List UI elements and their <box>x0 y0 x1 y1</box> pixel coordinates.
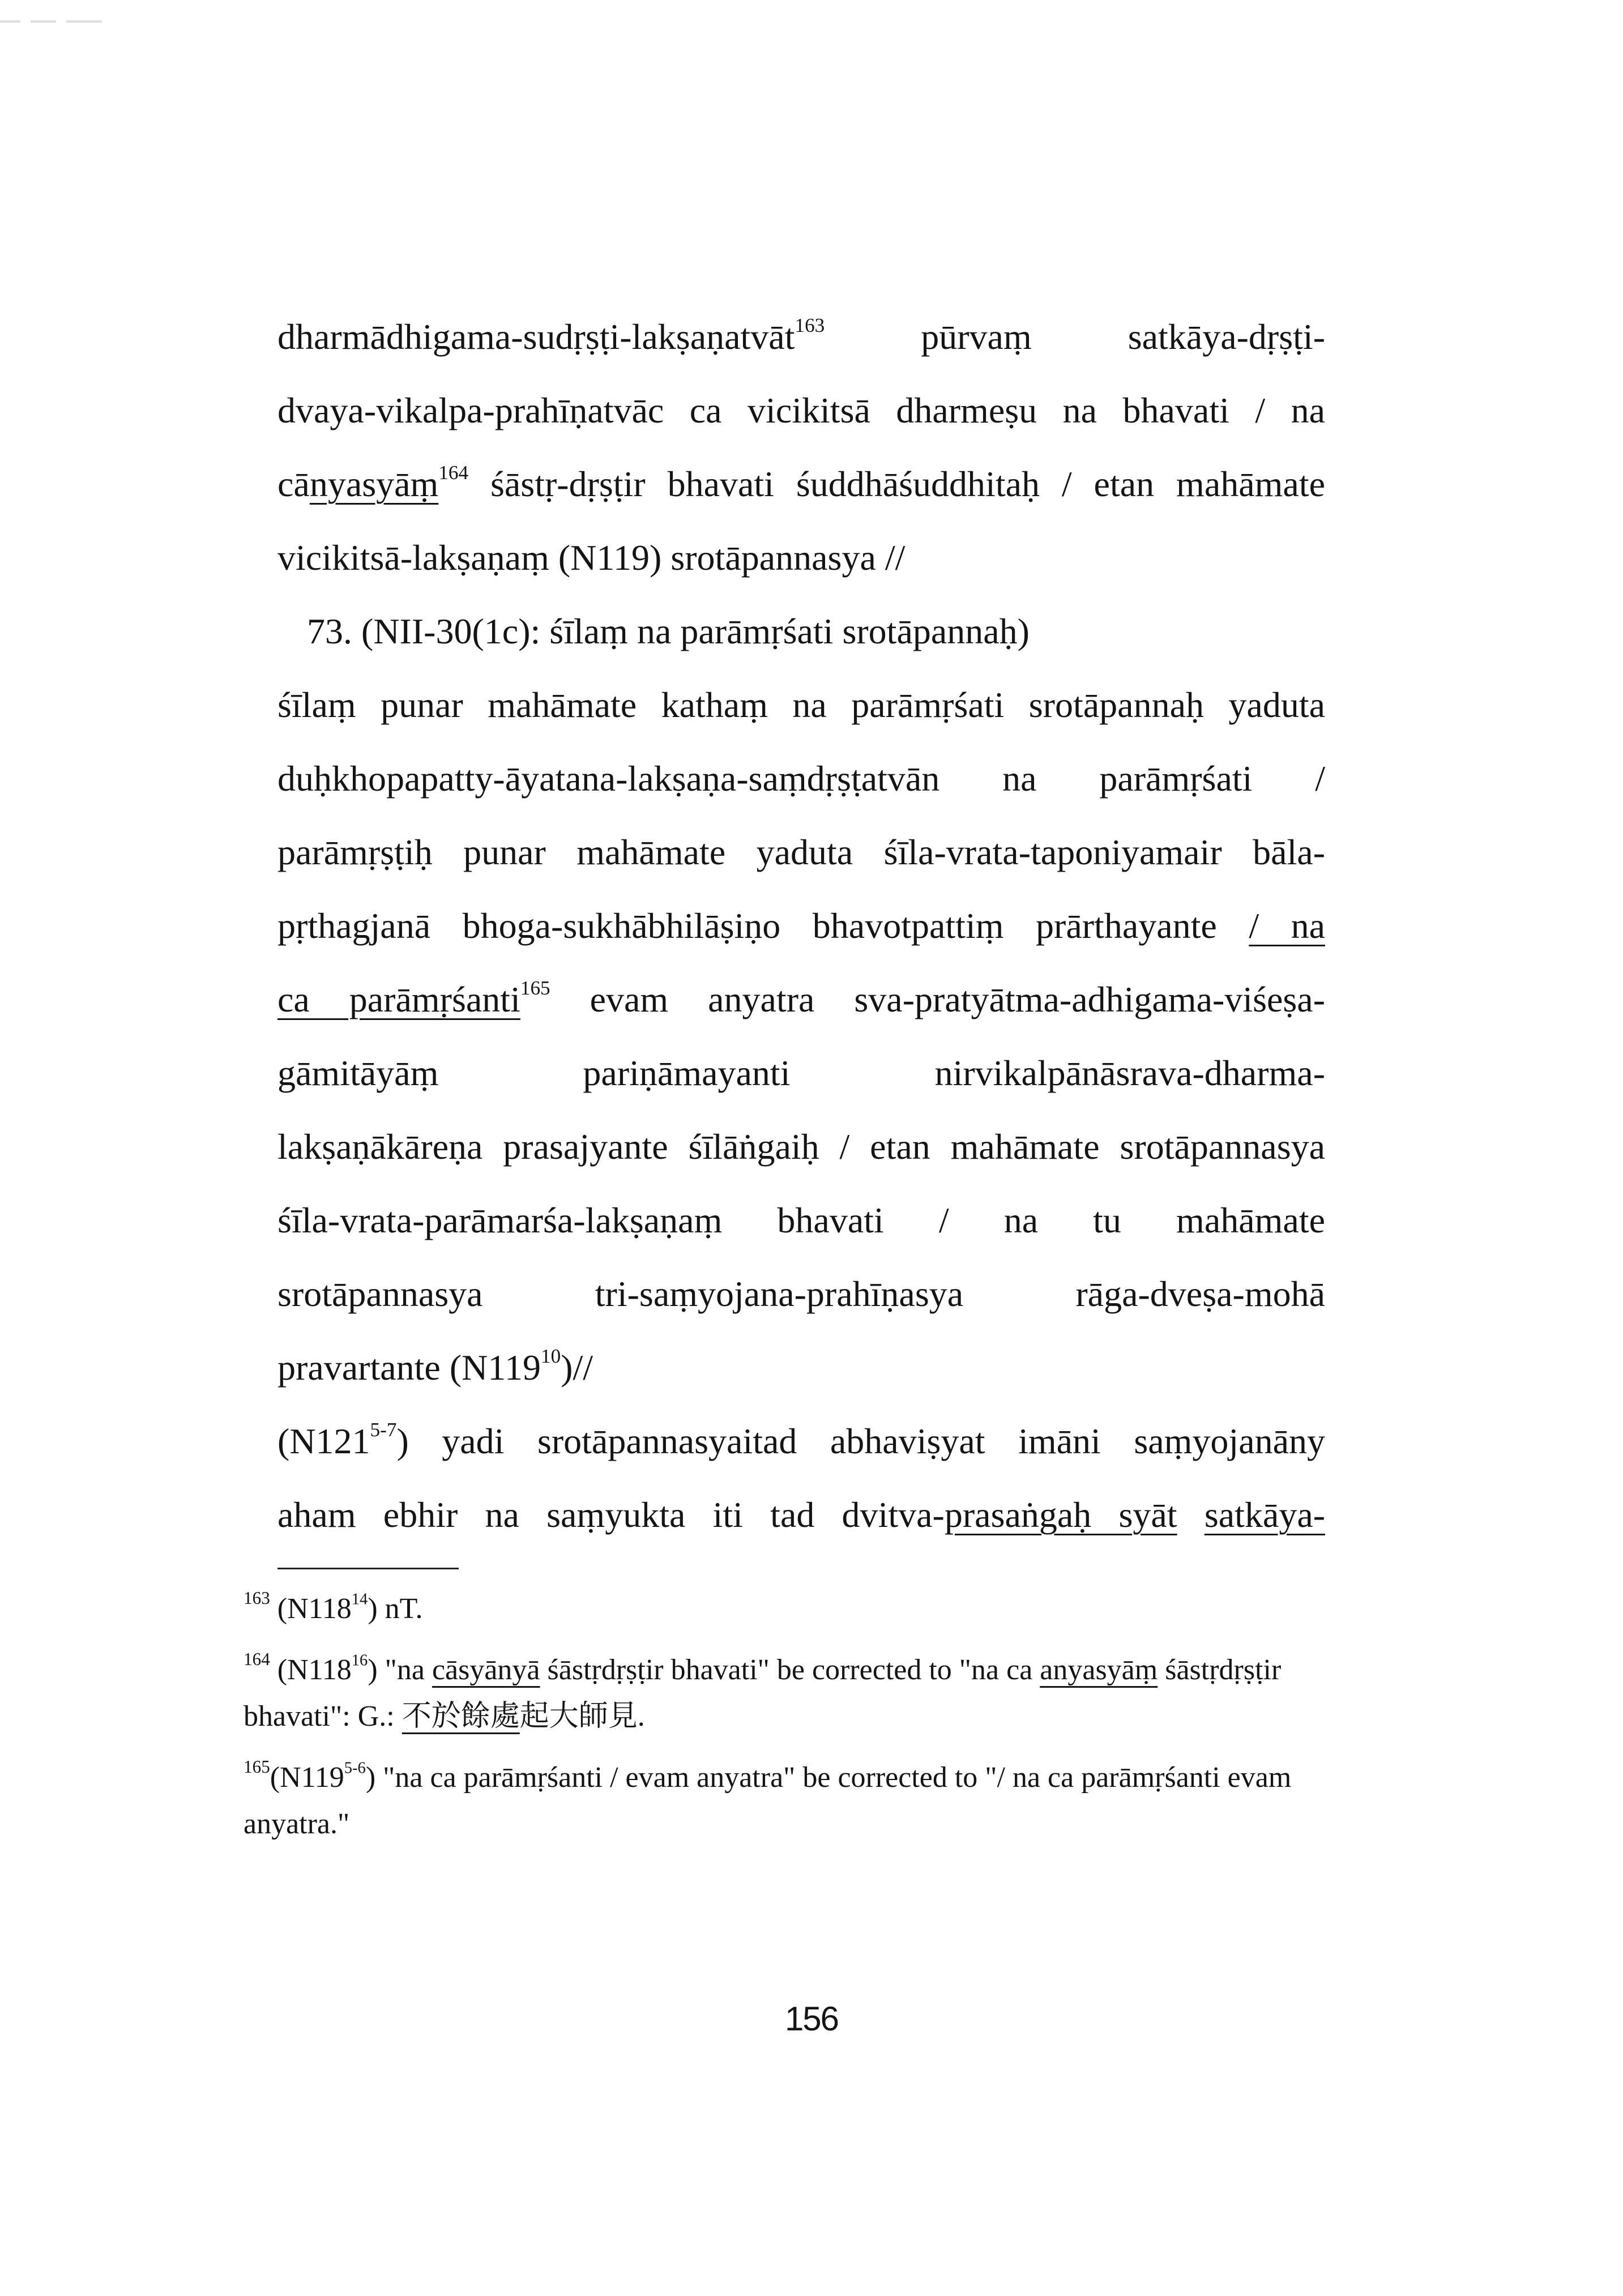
text-line: aham ebhir na saṃyukta iti tad dvitva-prasaṅgaḥ syāt satkāya- <box>277 1495 1326 1535</box>
text-line: duḥkhopapatty-āyatana-lakṣaṇa-saṃdṛṣṭatvān na parāmṛśati / <box>277 758 1325 799</box>
footnote-164: $^{164}$ $(N118^{16})$ "na cāsyānyā śāstṛdṛṣṭir bhavati" be corrected to "na ca anyasyāṃ śāstṛdṛṣṭir bhavati": G.: 不於餘處起大師見. <box>244 1649 1282 1732</box>
text-line: (N121$^{5-7}$) yadi srotāpannasyaitad abhaviṣyat imāni saṃyojanāny <box>277 1419 1325 1461</box>
text-line: vicikitsā-lakṣaṇaṃ (N119) srotāpannasya // <box>277 537 906 578</box>
text-line: śīla-vrata-parāmarśa-lakṣaṇaṃ bhavati / na tu mahāmate <box>277 1200 1325 1240</box>
main-text <box>277 306 1325 1557</box>
text-line: śīlaṃ punar mahāmate kathaṃ na parāmṛśati srotāpannaḥ yaduta <box>277 685 1325 725</box>
text-line: dvaya-vikalpa-prahīṇatvāc ca vicikitsā dharmeṣu na bhavati / na <box>277 390 1325 430</box>
footnote-ref: 165 <box>520 977 550 1000</box>
text-line: ca parāmṛśanti$^{165}$ evam anyatra sva-pratyātma-adhigama-viśeṣa- <box>277 977 1326 1019</box>
text-line: lakṣaṇākāreṇa prasajyante śīlāṅgaiḥ / etan mahāmate srotāpannasya <box>277 1126 1325 1167</box>
text-line: srotāpannasya tri-saṃyojana-prahīṇasya rāga-dveṣa-mohā <box>277 1274 1325 1314</box>
underlined-text: prasaṅgaḥ syāt <box>944 1495 1177 1535</box>
underlined-text: / na <box>1249 906 1325 946</box>
section-heading: 73. (NII-30(1c): śīlaṃ na parāmṛśati srotāpannaḥ) <box>307 611 1030 651</box>
footnote-163: $^{163}$ $(N118^{14})$ nT. <box>244 1588 423 1625</box>
scan-artifact <box>0 20 102 23</box>
text-line: parāmṛṣṭiḥ punar mahāmate yaduta śīla-vrata-taponiyamair bāla- <box>277 832 1325 872</box>
text-line: pravartante $(N119^{10})//$ <box>277 1345 593 1388</box>
underlined-text: anyasyāṃ <box>1040 1654 1158 1686</box>
text-line: gāmitāyāṃ pariṇāmayanti nirvikalpānāsrava-dharma- <box>277 1053 1325 1093</box>
underlined-text: satkāya- <box>1204 1495 1326 1535</box>
footnote-165: $^{165}$(N119$^{5-6}$) "na ca parāmṛśanti / evam anyatra" be corrected to "/ na ca parāmṛśanti evam anyatra." <box>244 1757 1292 1840</box>
footnote-separator <box>277 1568 459 1569</box>
underlined-text: ca parāmṛśanti <box>277 979 520 1019</box>
underlined-text: cāsyānyā <box>432 1654 540 1686</box>
footnote-ref: 164 <box>438 462 469 484</box>
text-line: pṛthagjanā bhoga-sukhābhilāṣiṇo bhavotpattiṃ prārthayante / na <box>277 906 1325 946</box>
underlined-text: 不於餘處 <box>402 1700 520 1732</box>
page-number: 156 <box>784 2000 839 2038</box>
text-line: cānyasyāṃ$^{164}$ śāstṛ-dṛṣṭir bhavati śuddhāśuddhitaḥ / etan mahāmate <box>277 462 1325 504</box>
footnote-ref: 163 <box>795 314 825 337</box>
footnotes <box>244 1586 1325 1862</box>
text-line: dharmādhigama-sudṛṣṭi-lakṣaṇatvāt$^{163}$ pūrvaṃ satkāya-dṛṣṭi- <box>277 314 1325 357</box>
underlined-text: nyasyāṃ <box>309 464 439 504</box>
